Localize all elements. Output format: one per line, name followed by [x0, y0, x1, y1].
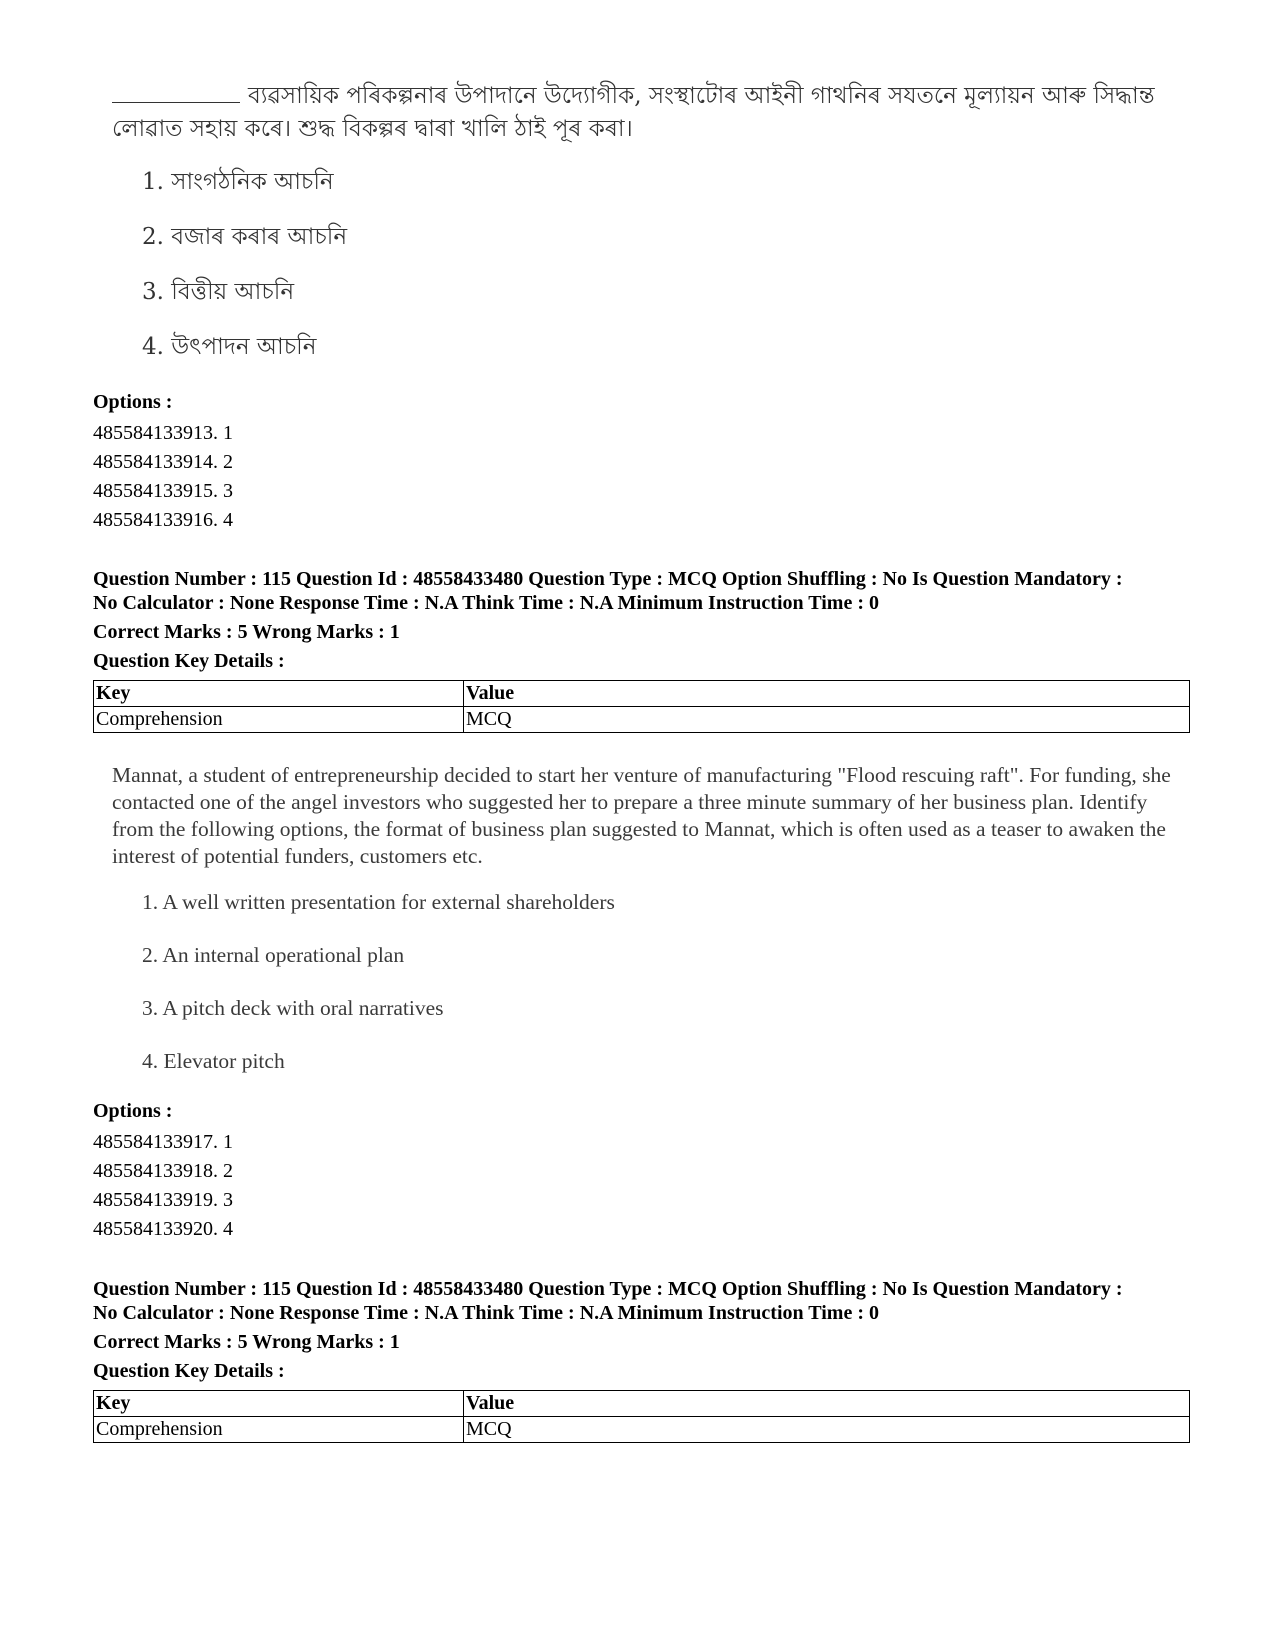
options-title: Options :: [93, 1100, 173, 1122]
choice-1: 1. A well written presentation for external shareholders: [142, 890, 615, 914]
key-details-title: Question Key Details :: [93, 1360, 285, 1382]
fill-in-blank: [112, 80, 240, 103]
key-details-table: [93, 1390, 1190, 1443]
question-meta-line: Question Number : 115 Question Id : 48558433480 Question Type : MCQ Option Shuffling : No Is Question Mandatory :: [93, 1278, 1123, 1300]
question-meta: [93, 567, 1193, 673]
choice-2: 2. An internal operational plan: [142, 943, 405, 967]
choice-3: 3. A pitch deck with oral narratives: [142, 996, 444, 1020]
question-meta: [93, 1277, 1193, 1383]
table-cell: Comprehension: [94, 707, 464, 733]
option-item: 485584133914. 2: [93, 451, 233, 473]
option-item: 485584133913. 1: [93, 422, 233, 444]
question-image-assamese: [112, 80, 1192, 380]
table-cell: MCQ: [464, 1417, 1190, 1443]
key-details-table: [93, 680, 1190, 733]
table-header-row: [94, 681, 1190, 707]
table-row: [94, 1417, 1190, 1443]
choice-4: 4. Elevator pitch: [142, 1049, 285, 1073]
table-header-row: [94, 1391, 1190, 1417]
question-stem: Mannat, a student of entrepreneurship decided to start her venture of manufacturing "Flood rescuing raft". For funding, she contacted one of the angel investors who suggested her to prepare a three minute summary of her business plan. Identify from the following options, the format of business plan suggested to Mannat, which is often used as a teaser to awaken the interest of potential funders, customers etc.: [112, 763, 1171, 868]
option-item: 485584133916. 4: [93, 509, 233, 531]
question-stem-text: ব্যৱসায়িক পৰিকল্পনাৰ উপাদানে উদ্যোগীক, সংস্থাটোৰ আইনী গাথনিৰ সযতনে মূল্যায়ন আৰু সিদ্ধান্ত লোৱাত সহায় কৰে। শুদ্ধ বিকল্পৰ দ্বাৰা খালি ঠাই পূৰ কৰা।: [112, 83, 1155, 142]
table-header-cell: Key: [94, 1391, 464, 1417]
option-item: 485584133920. 4: [93, 1218, 233, 1240]
question-stem: [112, 80, 1192, 146]
options-block: [93, 390, 1193, 535]
marks-line: Correct Marks : 5 Wrong Marks : 1: [93, 621, 400, 643]
options-title: Options :: [93, 391, 173, 413]
question-image-english: [112, 762, 1192, 1092]
marks-line: Correct Marks : 5 Wrong Marks : 1: [93, 1331, 400, 1353]
table-cell: Comprehension: [94, 1417, 464, 1443]
question-meta-line: Question Number : 115 Question Id : 48558433480 Question Type : MCQ Option Shuffling : No Is Question Mandatory :: [93, 568, 1123, 590]
option-item: 485584133917. 1: [93, 1131, 233, 1153]
choice-2: 2. বজাৰ কৰাৰ আচনি: [142, 224, 348, 250]
option-item: 485584133918. 2: [93, 1160, 233, 1182]
option-item: 485584133915. 3: [93, 480, 233, 502]
options-block: [93, 1099, 1193, 1244]
table-header-cell: Key: [94, 681, 464, 707]
question-meta-line: No Calculator : None Response Time : N.A Think Time : N.A Minimum Instruction Time : 0: [93, 592, 879, 614]
question-meta-line: No Calculator : None Response Time : N.A Think Time : N.A Minimum Instruction Time : 0: [93, 1302, 879, 1324]
table-cell: MCQ: [464, 707, 1190, 733]
key-details-title: Question Key Details :: [93, 650, 285, 672]
table-row: [94, 707, 1190, 733]
choice-4: 4. উৎপাদন আচনি: [142, 334, 317, 360]
choice-1: 1. সাংগঠনিক আচনি: [142, 169, 334, 195]
table-header-cell: Value: [464, 1391, 1190, 1417]
option-item: 485584133919. 3: [93, 1189, 233, 1211]
choice-3: 3. বিত্তীয় আচনি: [142, 279, 295, 305]
table-header-cell: Value: [464, 681, 1190, 707]
